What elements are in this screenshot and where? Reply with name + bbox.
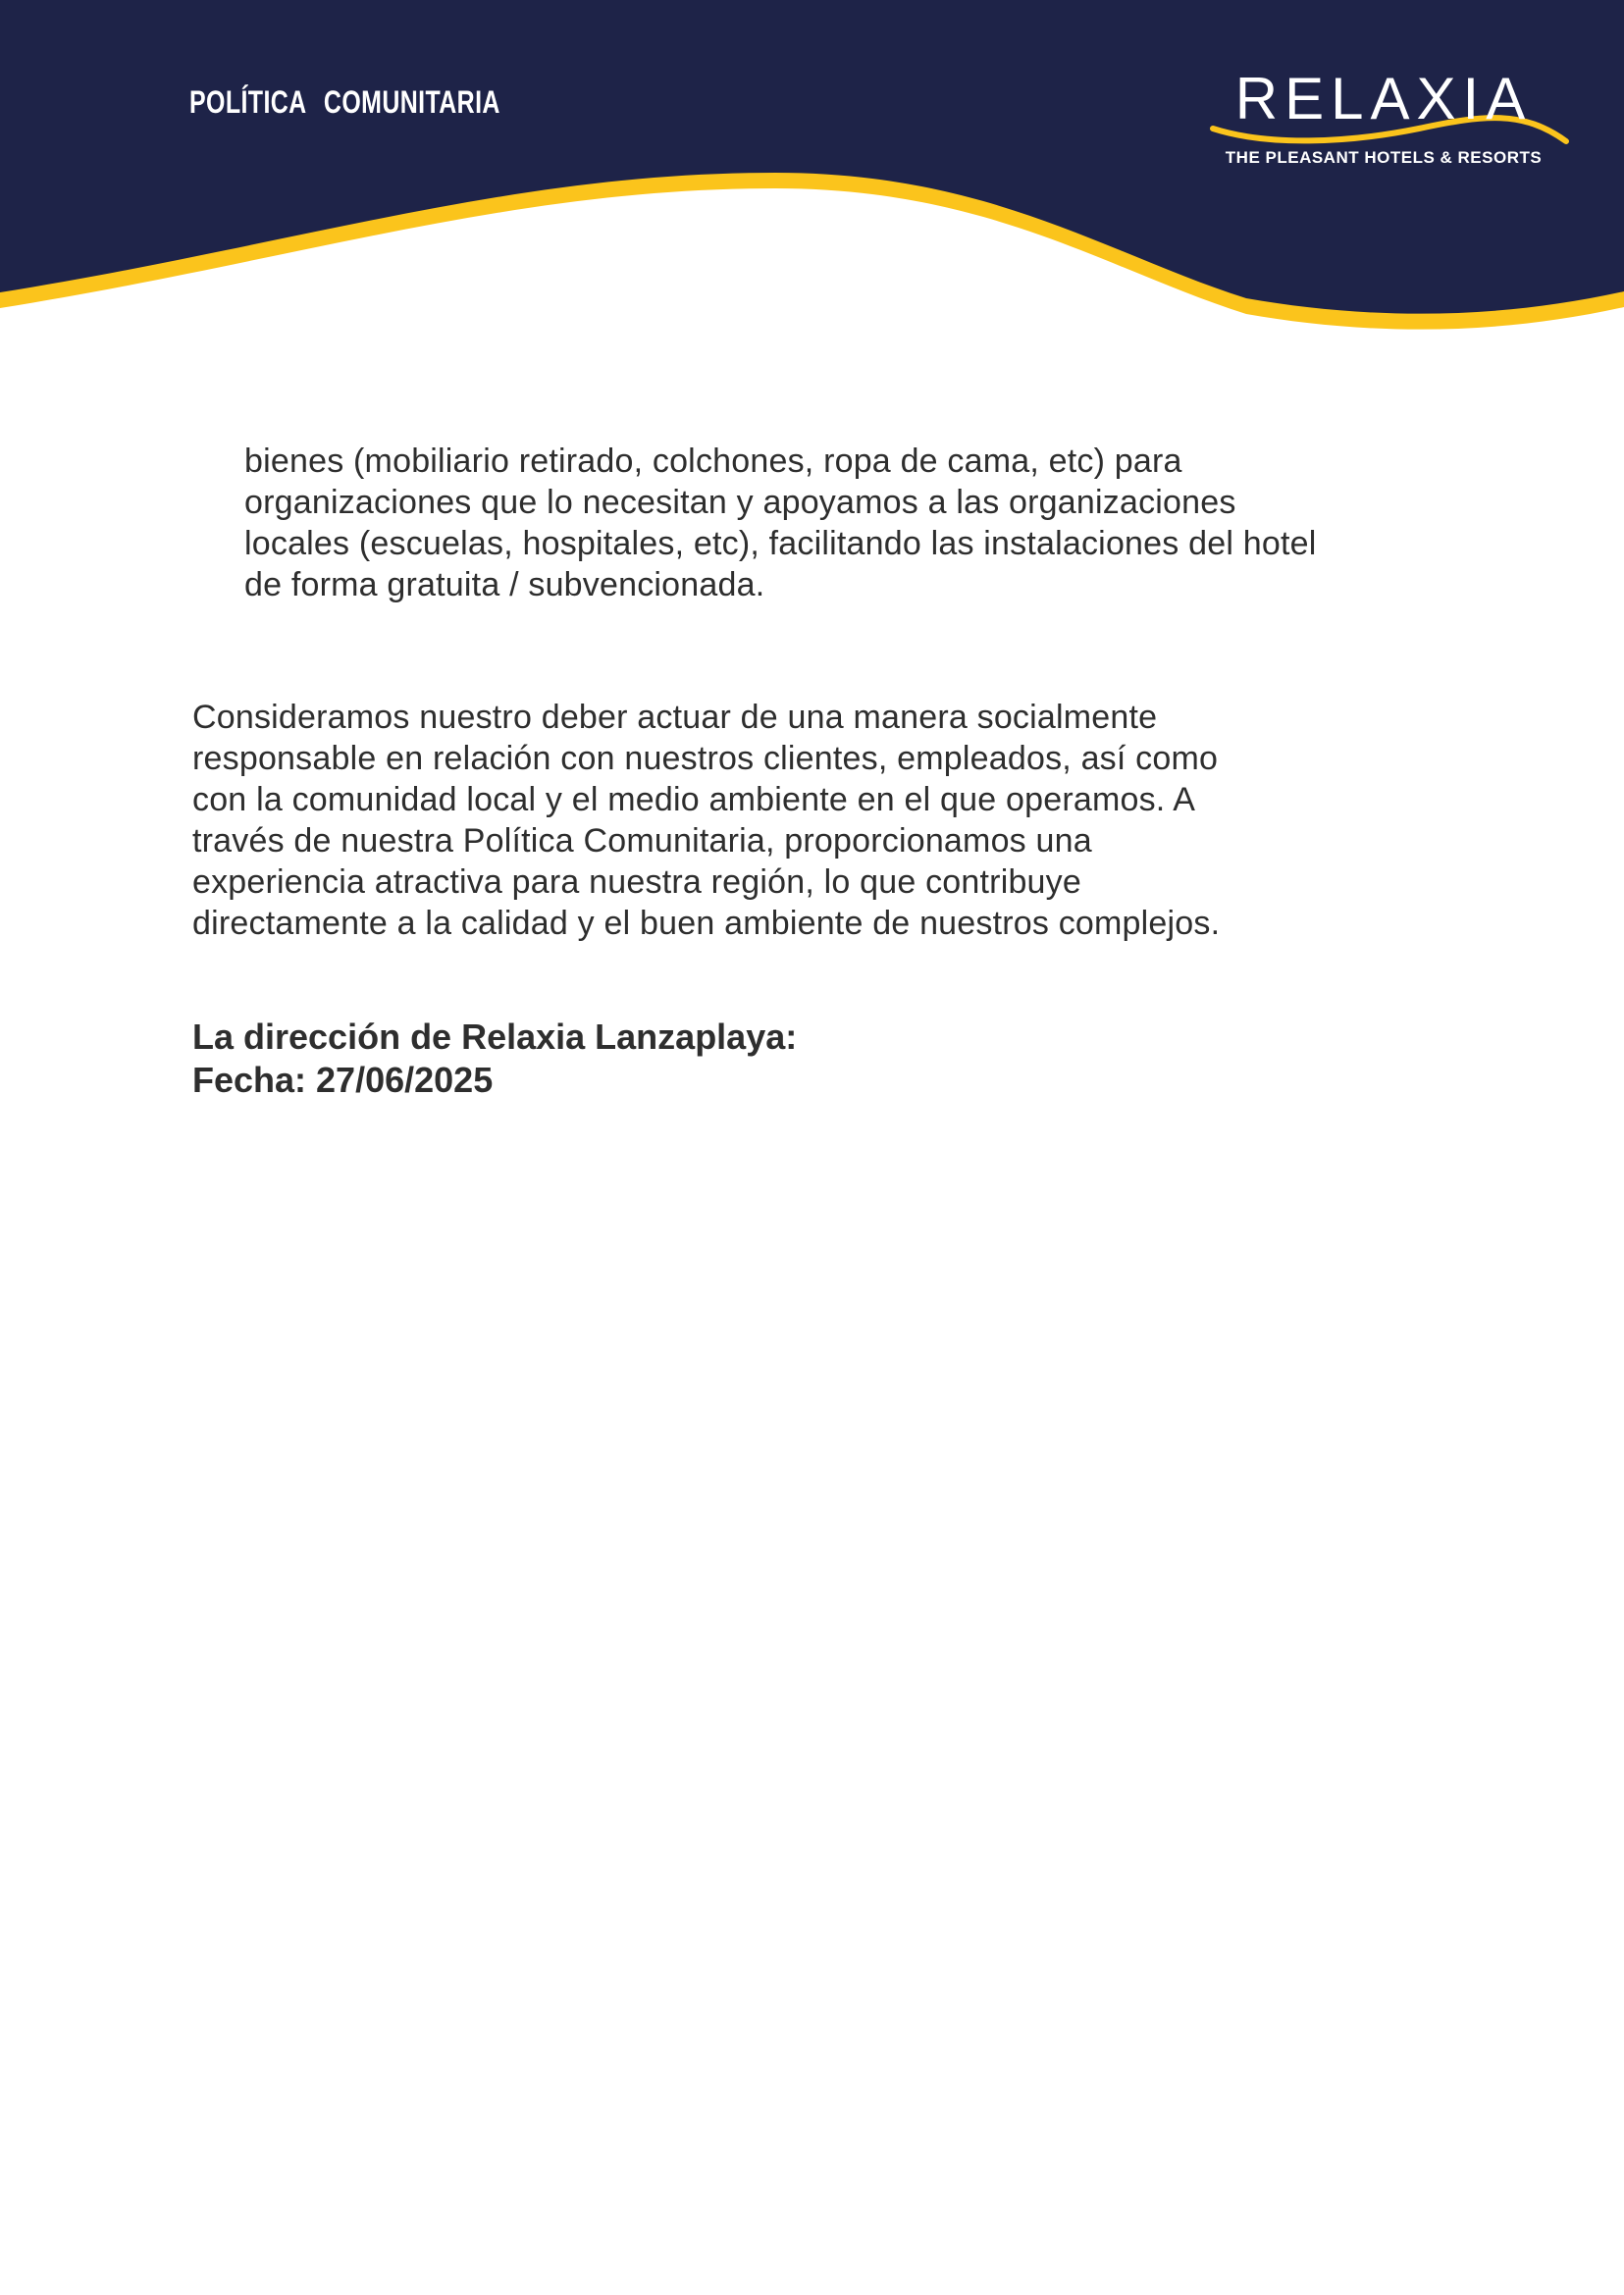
text-line: través de nuestra Política Comunitaria, proporcionamos una bbox=[192, 822, 1092, 860]
brand-tagline: THE PLEASANT HOTELS & RESORTS bbox=[1225, 148, 1543, 167]
text-line: Consideramos nuestro deber actuar de una manera socialmente bbox=[192, 699, 1158, 736]
text-line: directamente a la calidad y el buen ambiente de nuestros complejos. bbox=[192, 905, 1221, 942]
page-title: POLÍTICA COMUNITARIA bbox=[189, 84, 500, 120]
brand-name: RELAXIA bbox=[1234, 66, 1533, 131]
text-line: organizaciones que lo necesitan y apoyamos a las organizaciones bbox=[244, 484, 1236, 521]
signature-date: Fecha: 27/06/2025 bbox=[192, 1060, 494, 1100]
text-line: experiencia atractiva para nuestra región, lo que contribuye bbox=[192, 863, 1081, 901]
text-line: bienes (mobiliario retirado, colchones, ropa de cama, etc) para bbox=[244, 443, 1182, 480]
paragraph-continuation bbox=[244, 441, 1316, 605]
text-line: de forma gratuita / subvencionada. bbox=[244, 566, 765, 603]
signature-heading: La dirección de Relaxia Lanzaplaya: bbox=[192, 1017, 798, 1057]
text-line: responsable en relación con nuestros clientes, empleados, así como bbox=[192, 740, 1219, 777]
text-line: locales (escuelas, hospitales, etc), facilitando las instalaciones del hotel bbox=[244, 525, 1317, 562]
paragraph bbox=[192, 697, 1220, 944]
signature-block bbox=[192, 1016, 797, 1102]
text-line: con la comunidad local y el medio ambiente en el que operamos. A bbox=[192, 781, 1196, 818]
